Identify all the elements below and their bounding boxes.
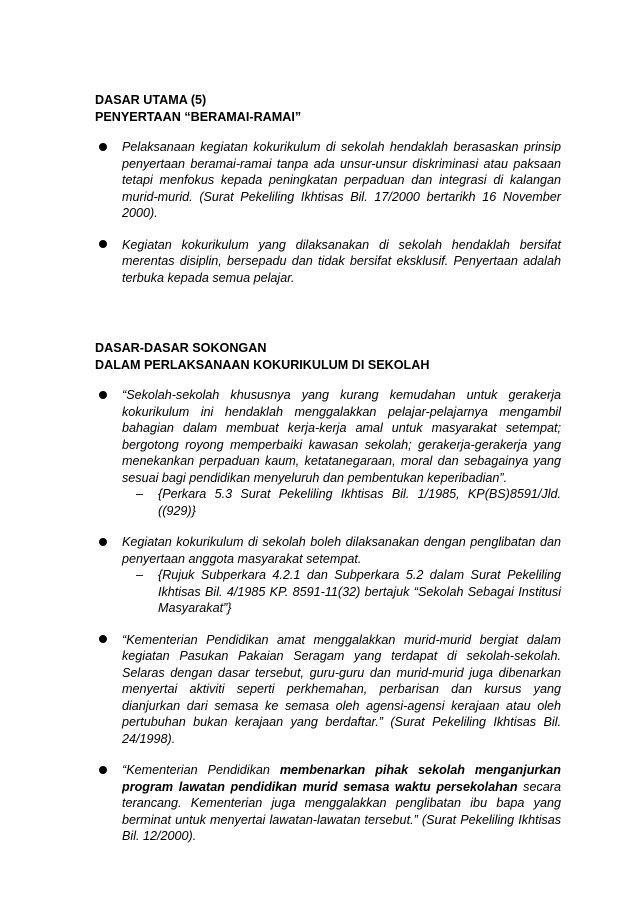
list-item [95,237,561,287]
bullet-icon [99,240,107,248]
list-item [95,534,561,617]
list-item-text-bold: membenarkan pihak sekolah menganjurkan program lawatan pendidikan murid semasa waktu persekolahan [122,763,561,794]
section2-title-line2: DALAM PERLAKSANAAN KOKURIKULUM DI SEKOLAH [95,357,430,372]
section1-title-line2: PENYERTAAN “BERAMAI-RAMAI” [95,109,302,124]
list-item-text-post: secara terancang. Kementerian juga menggalakkan penglibatan ibu bapa yang berminat untuk menyertai lawatan-lawatan tersebut.” (Surat Pekeliling Ikhtisas Bil. 12/2000). [122,779,561,843]
sub-reference-text: {Rujuk Subperkara 4.2.1 dan Subperkara 5.2 dalam Surat Pekeliling Ikhtisas Bil. 4/1985 KP. 8591-11(32) bertajuk “Sekolah Sebagai Institusi Masyarakat”} [158,568,561,615]
list-item-text: Kegiatan kokurikulum yang dilaksanakan di sekolah hendaklah bersifat merentas disiplin, bersepadu dan tidak bersifat eksklusif. Penyertaan adalah terbuka kepada semua pelajar. [122,237,561,285]
list-item-text: Pelaksanaan kegiatan kokurikulum di sekolah hendaklah berasaskan prinsip penyertaan beramai-ramai tanpa ada unsur-unsur diskriminasi atau paksaan tetapi menfokus kepada peningkatan perpaduan dan integrasi di kalangan murid-murid. (Surat Pekeliling Ikhtisas Bil. 17/2000 bertarikh 16 November 2000). [122,140,561,220]
section1-title-line1: DASAR UTAMA (5) [95,93,207,107]
bullet-icon [99,766,107,774]
bullet-icon [99,538,107,546]
list-item-text: “Kementerian Pendidikan amat menggalakkan murid-murid bergiat dalam kegiatan Pasukan Pakaian Seragam yang terdapat di sekolah-sekolah. Selaras dengan dasar tersebut, guru-guru dan murid-murid juga dibenarkan menyertai aktiviti seperti perkhemahan, perbarisan dan kursus yang dianjurkan dari semasa ke semasa oleh agensi-agensi kerajaan atau oleh pertubuhan bukan kerajaan yang berdaftar.” (Surat Pekeliling Ikhtisas Bil. 24/1998). [122,632,561,746]
bullet-icon [99,143,107,151]
list-item-text: Kegiatan kokurikulum di sekolah boleh dilaksanakan dengan penglibatan dan penyertaan anggota masyarakat setempat. [122,535,561,566]
list-item [95,762,561,845]
sub-reference-text: {Perkara 5.3 Surat Pekeliling Ikhtisas Bil. 1/1985, KP(BS)8591/Jld.((929)} [158,487,561,518]
list-item [95,387,561,519]
bullet-icon [99,635,107,643]
document-page [95,92,561,845]
bullet-icon [99,391,107,399]
sub-reference [136,567,561,617]
list-item [95,632,561,748]
list-item-text: “Sekolah-sekolah khususnya yang kurang kemudahan untuk gerakerja kokurikulum ini hendaklah menggalakkan pelajar-pelajarnya mengambil bahagian dalam membuat kerja-kerja amal untuk masyarakat setempat; bergotong royong memperbaiki kawasan sekolah; gerakerja-gerakerja yang menekankan perpaduan kaum, ketatanegaraan, moral dan sebagainya yang sesuai bagi pendidikan menyeluruh dan pembentukan keperibadian”. [122,388,561,485]
section1-bullet-list [95,139,561,286]
list-item-text-pre: “Kementerian Pendidikan [122,763,280,777]
sub-reference [136,486,561,519]
section2-title-line1: DASAR-DASAR SOKONGAN [95,341,267,355]
section2-bullet-list [95,387,561,845]
dash-marker: – [136,487,144,501]
dash-marker: – [136,568,144,582]
list-item [95,139,561,222]
